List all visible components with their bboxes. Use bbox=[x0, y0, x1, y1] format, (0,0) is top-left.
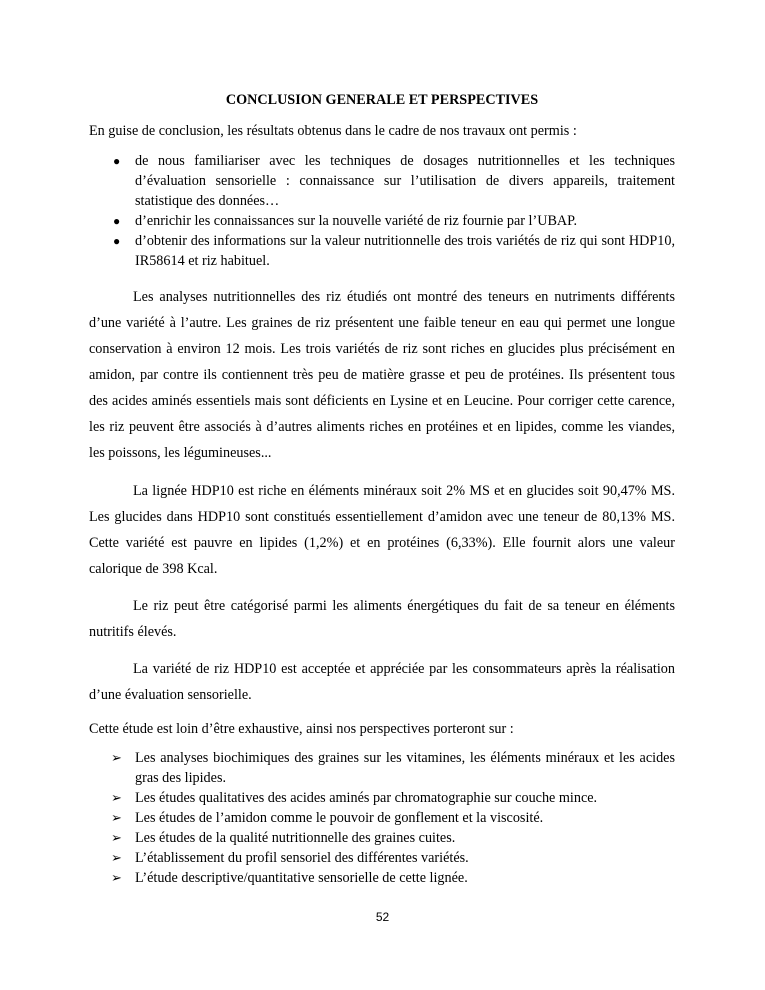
paragraph-sensory-acceptance: La variété de riz HDP10 est acceptée et appréciée par les consommateurs après la réalisation d’une évaluation sensorielle. bbox=[89, 661, 675, 703]
arrow-bullet-icon: ➢ bbox=[111, 750, 122, 765]
bullet-dot-icon: ● bbox=[113, 234, 121, 248]
arrow-bullet-icon: ➢ bbox=[111, 790, 122, 805]
arrow-bullet-icon: ➢ bbox=[111, 870, 122, 885]
paragraph-hdp10-composition: La lignée HDP10 est riche en éléments minéraux soit 2% MS et en glucides soit 90,47% MS. Les glucides dans HDP10 sont constitués essentiellement d’amidon avec une teneur de 80,13% MS. Cette variété est pauvre en lipides (1,2%) et en protéines (6,33%). Elle fournit alors une valeur calorique de 398 Kcal. bbox=[89, 483, 675, 577]
paragraph-energy-food: Le riz peut être catégorisé parmi les aliments énergétiques du fait de sa teneur en éléments nutritifs élevés. bbox=[89, 598, 675, 640]
bullet-dot-icon: ● bbox=[113, 154, 121, 168]
conclusion-bullet-list bbox=[89, 151, 675, 271]
bullet-item: ● d’enrichir les connaissances sur la nouvelle variété de riz fournie par l’UBAP. bbox=[113, 213, 578, 229]
page-number: 52 bbox=[375, 910, 390, 924]
arrow-bullet-icon: ➢ bbox=[111, 850, 122, 865]
perspective-item: ➢ Les analyses biochimiques des graines sur les vitamines, les éléments minéraux et les acides gras des lipides. bbox=[111, 750, 675, 786]
arrow-bullet-icon: ➢ bbox=[111, 810, 122, 825]
conclusion-intro: En guise de conclusion, les résultats obtenus dans le cadre de nos travaux ont permis : bbox=[89, 123, 577, 139]
perspective-item: ➢ Les études de la qualité nutritionnelle des graines cuites. bbox=[111, 830, 456, 846]
perspective-item: ➢ L’étude descriptive/quantitative sensorielle de cette lignée. bbox=[111, 870, 468, 886]
perspective-item: ➢ Les études qualitatives des acides aminés par chromatographie sur couche mince. bbox=[111, 790, 598, 806]
perspective-item: ➢ L’établissement du profil sensoriel des différentes variétés. bbox=[111, 850, 469, 866]
perspectives-list bbox=[89, 748, 675, 888]
arrow-bullet-icon: ➢ bbox=[111, 830, 122, 845]
page-content bbox=[89, 90, 675, 888]
bullet-item: ● de nous familiariser avec les techniques de dosages nutritionnelles et les techniques d’évaluation sensorielle : connaissance sur l’utilisation de divers appareils, traitement statistique des données… bbox=[113, 153, 675, 209]
perspectives-intro: Cette étude est loin d’être exhaustive, ainsi nos perspectives porteront sur : bbox=[89, 721, 514, 737]
bullet-dot-icon: ● bbox=[113, 214, 121, 228]
paragraph-nutritional-analyses: Les analyses nutritionnelles des riz étudiés ont montré des teneurs en nutriments différents d’une variété à l’autre. Les graines de riz présentent une faible teneur en eau qui permet une longue conservation à environ 12 mois. Les trois variétés de riz sont riches en glucides plus précisément en amidon, par contre ils contiennent très peu de matière grasse et peu de protéines. Ils présentent tous des acides aminés essentiels mais sont déficients en Lysine et en Leucine. Pour corriger cette carence, les riz peuvent être associés à d’autres aliments riches en protéines et en lipides, comme les viandes, les poissons, les légumineuses... bbox=[89, 289, 675, 461]
perspective-item: ➢ Les études de l’amidon comme le pouvoir de gonflement et la viscosité. bbox=[111, 810, 544, 826]
section-title: CONCLUSION GENERALE ET PERSPECTIVES bbox=[225, 92, 539, 108]
bullet-item: ● d’obtenir des informations sur la valeur nutritionnelle des trois variétés de riz qui sont HDP10, IR58614 et riz habituel. bbox=[113, 233, 675, 269]
